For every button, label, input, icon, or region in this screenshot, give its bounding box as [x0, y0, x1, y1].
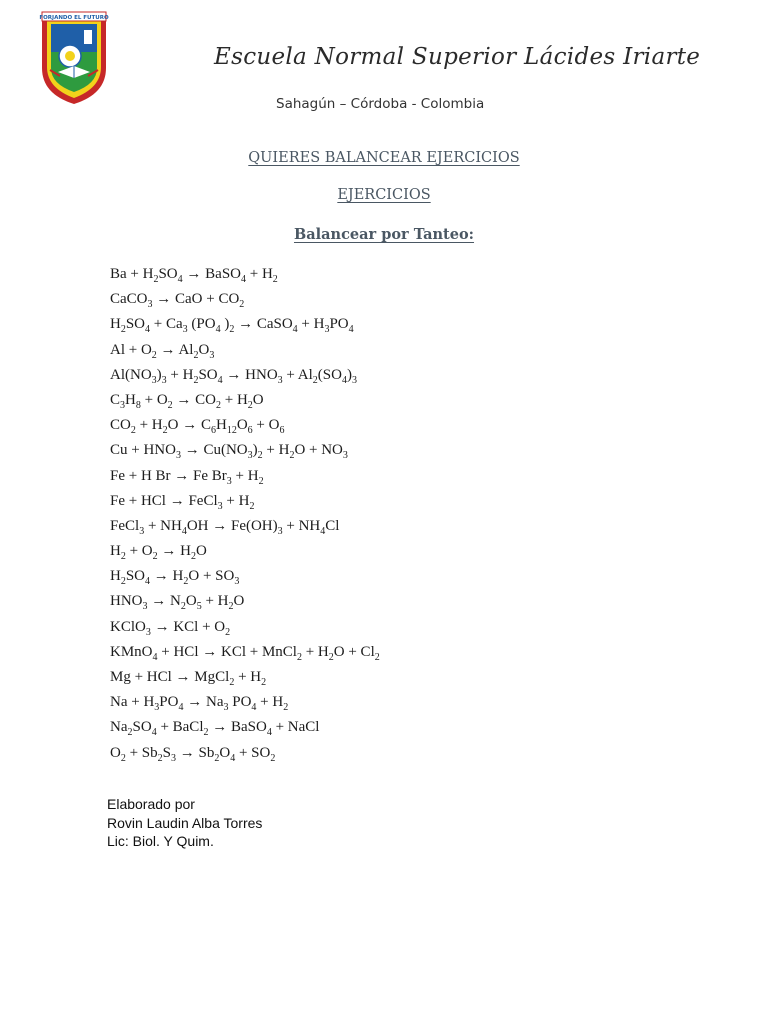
school-logo: [36, 10, 112, 106]
author-title: Lic: Biol. Y Quim.: [107, 833, 214, 849]
equation: FeCl$_3$ + $NH_4OH \to Fe(OH)_3 + NH_4Cl$: [110, 517, 340, 537]
equation: $Al + O_2 \to Al_2O_3$: [110, 341, 215, 361]
equation: $Ba + H_2SO_4$ → BaSO$_4$ + $H_2$: [110, 266, 278, 285]
equation: $Al(NO_3)_3 + H_2SO_4 \to HNO_3 + Al_2(SO_4)_3$: [110, 366, 357, 386]
equation: Mg + HCl → MgCl$_2$ + $H_2$: [110, 669, 267, 688]
school-location: Sahagún – Córdoba - Colombia: [276, 96, 485, 112]
equation: $Na_2SO_4$ + BaCl$_2$ → BaSO$_4$ + NaCl: [110, 719, 320, 739]
equation-list: [110, 262, 670, 766]
equation: $H_2SO_4 \to H_2O + SO_3$: [110, 568, 240, 588]
equation: $H_2 + O_2 \to H_2O$: [110, 543, 207, 563]
section-title: EJERCICIOS: [337, 187, 431, 203]
equation: $Cu + HNO_3 \to Cu(NO_3)_2 + H_2O + NO_3$: [110, 442, 348, 462]
main-title: QUIERES BALANCEAR EJERCICIOS: [248, 150, 520, 166]
school-crest-icon: [36, 10, 112, 106]
equation: $O_2 + Sb_2S_3 \to Sb_2O_4 + SO_2$: [110, 744, 276, 764]
author-label: Elaborado por: [107, 796, 195, 812]
equation: Fe + HCl → FeCl$_3$ + $H_2$: [110, 492, 255, 512]
equation: KClO$_3$ → KCl + $O_2$: [110, 618, 231, 638]
equation: $C_3H_8 + O_2 \to CO_2 + H_2O$: [110, 391, 264, 411]
equation: $CO_2 + H_2O \to C_6H_{12}O_6 + O_6$: [110, 417, 285, 437]
logo-banner-text: FORJANDO EL FUTURO: [39, 15, 109, 21]
equation: $Na + H_3PO_4 \to Na_3$ $PO_4 + H_2$: [110, 694, 289, 714]
school-name: Escuela Normal Superior Lácides Iriarte: [214, 44, 701, 70]
equation: KMnO$_4$ + HCl → KCl + MnCl$_2$ + $H_2O + Cl_2$: [110, 643, 380, 663]
author-block: [107, 795, 262, 851]
method-title: Balancear por Tanteo:: [293, 226, 475, 243]
equation: Fe + H Br → Fe $Br_3 + H_2$: [110, 467, 264, 487]
equation: $HNO_3 \to N_2O_5 + H_2O$: [110, 593, 245, 613]
equation: $H_2SO_4 + Ca_3$ ($PO_4$ )$_2$ → CaSO$_4$ + $H_3PO_4$: [110, 316, 354, 336]
equation: CaCO$_3$ → CaO + $CO_2$: [110, 291, 245, 311]
author-name: Rovin Laudin Alba Torres: [107, 814, 263, 831]
